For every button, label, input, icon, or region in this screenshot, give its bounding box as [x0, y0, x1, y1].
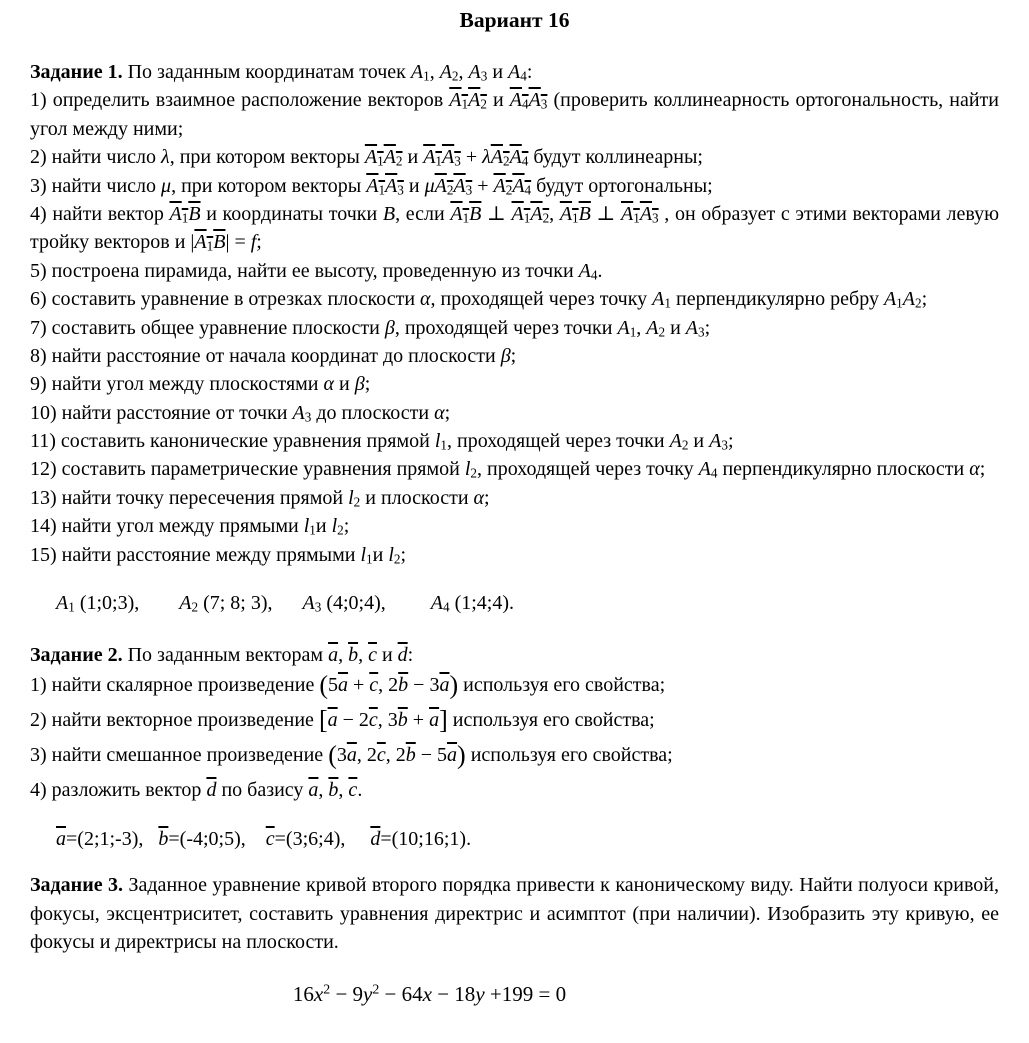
task2-item: 3) найти смешанное произведение ($3\overline{a}$, $2\overline{c}$, $2\overline{b} - 5\overline{a}$) используя его свойства;	[30, 740, 673, 770]
task2-item: 1) найти скалярное произведение ($5\overline{a} + \overline{c}$, $2\overline{b} - 3\overline{a}$) используя его свойства;	[30, 670, 666, 700]
document-title: Вариант 16	[459, 8, 570, 32]
task3-heading	[30, 871, 999, 956]
task1-item: 13) найти точку пересечения прямой l2 и плоскости α;	[30, 486, 490, 510]
task1-item: 7) составить общее уравнение плоскости β, проходящей через точки A1, A2 и A3;	[30, 316, 711, 339]
task2-item: 2) найти векторное произведение [$\overline{a} - 2\overline{c}$, $3\overline{b} + \overline{a}$] используя его свойства;	[30, 705, 655, 735]
curve-equation: $16x^2 - 9y^2 - 64x - 18y +199 = 0$	[292, 981, 567, 1007]
task2-intro: По заданным векторам $\overline{a}$, $\overline{b}$, $\overline{c}$ и $\overline{d}$:	[122, 644, 414, 667]
task3-label: Задание 3.	[30, 874, 124, 897]
task2-heading	[30, 641, 999, 669]
task1-section	[30, 58, 999, 617]
task3-section	[30, 871, 999, 1007]
task2-item: 4) разложить вектор $\overline{d}$ по базису $\overline{a}$, $\overline{b}$, $\overline{c}$.	[30, 778, 363, 801]
task3-text: Заданное уравнение кривой второго порядка привести к каноническому виду. Найти полуоси кривой, фокусы, эксцентриситет, составить уравнения директрис и асимптот (при наличии). Изобразить эту кривую, ее фокусы и директрисы на плоскости.	[30, 874, 999, 953]
task1-item: 12) составить параметрические уравнения прямой l2, проходящей через точку A4 перпендикулярно плоскости α;	[30, 458, 986, 481]
task1-heading	[30, 58, 999, 86]
task1-item: 2) найти число λ, при котором векторы A1A2 и A1A3 + λA2A4 будут коллинеарны;	[30, 146, 703, 169]
task1-intro: По заданным координатам точек A1, A2, A3 и A4:	[122, 61, 533, 84]
task1-label: Задание 1.	[30, 61, 123, 83]
task1-item: 9) найти угол между плоскостями α и β;	[30, 373, 371, 396]
task1-item: 3) найти число μ, при котором векторы A1A3 и μA2A3 + A2A4 будут ортогональны;	[30, 174, 713, 197]
task1-item: 14) найти угол между прямыми l1и l2;	[30, 515, 350, 538]
task2-section	[30, 641, 999, 853]
task1-item: 11) составить канонические уравнения прямой l1, проходящей через точки A2 и A3;	[30, 430, 734, 453]
task1-item: 15) найти расстояние между прямыми l1и l2;	[30, 543, 407, 567]
task1-item: 1) определить взаимное расположение векторов A1A2 и A4A3 (проверить коллинеарность ортогональность, найти угол между ними;	[30, 89, 999, 140]
task1-item: 6) составить уравнение в отрезках плоскости α, проходящей через точку A1 перпендикулярно ребру A1A2;	[30, 288, 928, 311]
task1-item: 4) найти вектор A1B и координаты точки B, если A1B ⊥ A1A2, A1B ⊥ A1A3 , он образует с этими векторами левую тройку векторов и |A1B| = f;	[30, 202, 1000, 254]
task1-items	[30, 86, 999, 569]
task2-vectors-line: $\overline{a}=(2;1;-3)$, $\overline{b}=(-4;0;5)$, $\overline{c}=(3;6;4)$, $\overline{d}=(10;16;1)$.	[56, 827, 472, 850]
task1-item: 10) найти расстояние от точки A3 до плоскости α;	[30, 401, 451, 425]
task1-points-line: A1 (1;0;3), A2 (7; 8; 3), A3 (4;0;4), A4 (1;4;4).	[56, 592, 514, 615]
task2-label: Задание 2.	[30, 644, 123, 667]
task2-items	[30, 670, 999, 805]
task1-item: 5) построена пирамида, найти ее высоту, проведенную из точки A4.	[30, 259, 603, 283]
task1-item: 8) найти расстояние от начала координат до плоскости β;	[30, 344, 517, 367]
